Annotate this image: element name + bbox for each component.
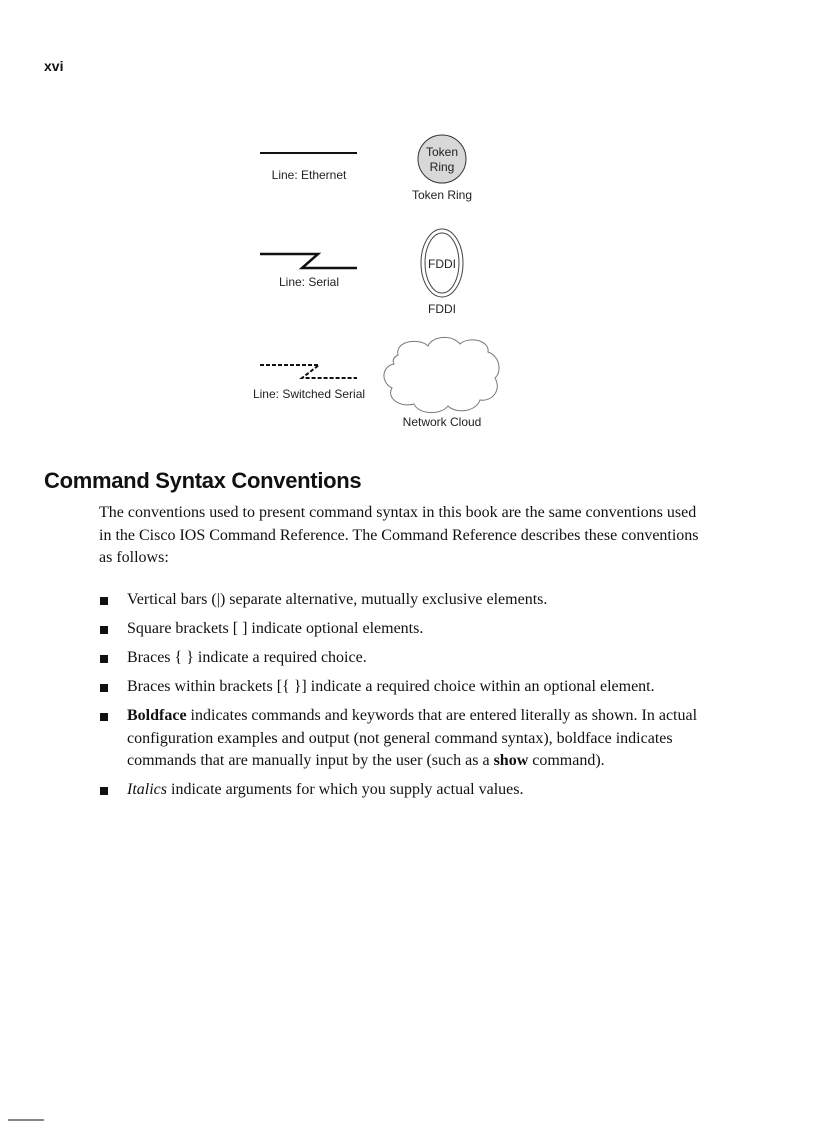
boldface-term: Boldface — [127, 707, 187, 724]
list-item — [99, 618, 709, 641]
page-number: xvi — [44, 58, 64, 74]
token-ring-label: Token Ring — [411, 188, 473, 202]
italics-term: Italics — [127, 781, 167, 798]
bullet-icon — [100, 626, 108, 634]
fddi-inner-label: FDDI — [428, 257, 456, 271]
list-item-text: Vertical bars (|) separate alternative, mutually exclusive elements. — [127, 591, 548, 608]
serial-label: Line: Serial — [278, 275, 340, 289]
switched-serial-line-icon — [260, 365, 357, 378]
bullet-icon — [100, 684, 108, 692]
bullet-icon — [100, 597, 108, 605]
network-cloud-label: Network Cloud — [402, 415, 482, 429]
intro-paragraph: The conventions used to present command syntax in this book are the same conventions used in the Cisco IOS Command Reference. The Command Reference describes these conventions as follows: — [99, 504, 699, 566]
ethernet-label: Line: Ethernet — [271, 168, 347, 182]
switched-serial-label: Line: Switched Serial — [252, 387, 366, 401]
network-cloud-icon — [384, 337, 499, 412]
fddi-label: FDDI — [428, 302, 456, 316]
list-item-text: Braces within brackets [{ }] indicate a required choice within an optional element. — [127, 678, 655, 695]
list-item-text: indicates commands and keywords that are entered literally as shown. In actual configuration examples and output (not general command syntax), boldface indicates commands that are manually input by the user (such as a — [127, 707, 698, 769]
network-symbols-figure — [0, 0, 816, 440]
list-item — [99, 705, 709, 773]
conventions-list — [99, 589, 709, 808]
bullet-icon — [100, 713, 108, 721]
list-item-text: Square brackets [ ] indicate optional elements. — [127, 620, 424, 637]
list-item — [99, 647, 709, 670]
serial-line-icon — [260, 254, 357, 268]
token-ring-inner-label-2: Ring — [429, 160, 455, 174]
bullet-icon — [100, 655, 108, 663]
list-item-text: command). — [528, 752, 605, 769]
list-item-text: Braces { } indicate a required choice. — [127, 649, 367, 666]
bullet-icon — [100, 787, 108, 795]
footer-rule — [8, 1119, 44, 1121]
show-command: show — [493, 752, 529, 769]
token-ring-inner-label: Token — [425, 145, 459, 159]
token-ring-icon — [418, 135, 466, 183]
section-heading: Command Syntax Conventions — [44, 468, 362, 493]
list-item — [99, 676, 709, 699]
list-item-text: indicate arguments for which you supply actual values. — [167, 781, 524, 798]
list-item — [99, 779, 709, 802]
list-item — [99, 589, 709, 612]
